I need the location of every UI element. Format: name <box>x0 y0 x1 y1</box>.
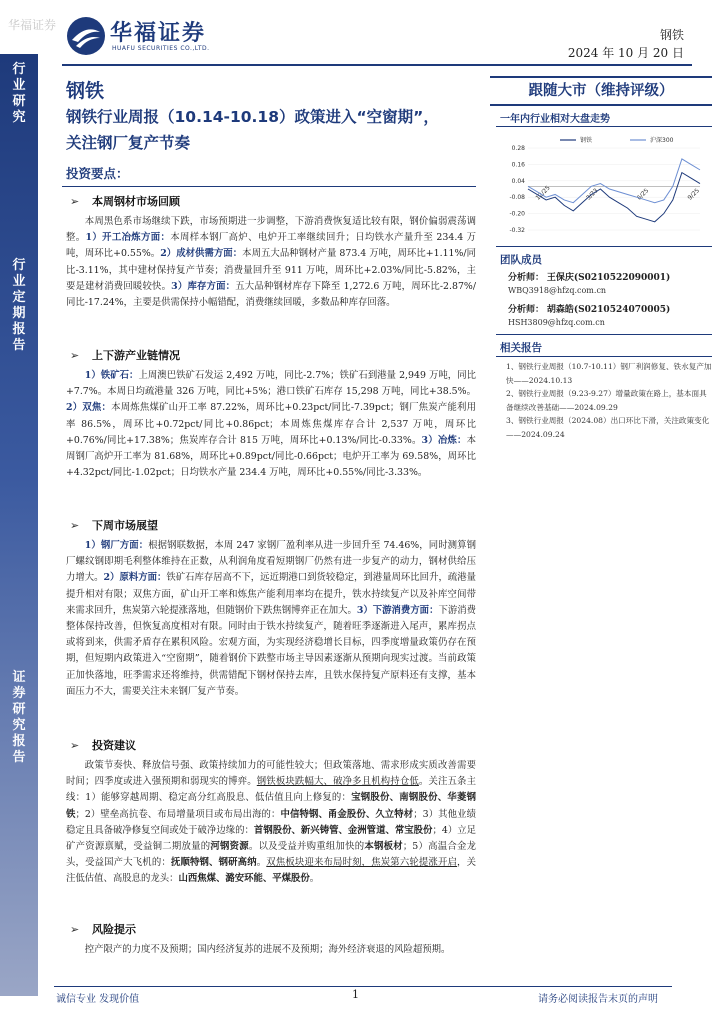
footer-slogan: 诚信专业 发现价值 <box>56 994 140 1005</box>
y-tick-label: -0.32 <box>509 227 525 234</box>
y-tick-label: -0.20 <box>509 210 525 218</box>
analyst-2: 分析师： 胡森皓(S0210524070005) <box>508 305 671 315</box>
section-heading: ➢ 上下游产业链情况 <box>70 349 180 362</box>
key-points-heading: 投资要点： <box>66 166 129 181</box>
footer-disclaimer: 请务必阅读报告末页的声明 <box>538 994 658 1005</box>
section-investment-advice <box>66 738 476 888</box>
watermark: 华福证券 <box>8 18 57 32</box>
related-reports <box>506 360 712 441</box>
header-divider <box>62 64 692 66</box>
legend-label: 沪深300 <box>650 137 674 144</box>
footer-divider <box>54 986 672 987</box>
section-industry-chain <box>66 348 476 481</box>
sidebar <box>0 54 38 996</box>
section-risk <box>66 922 476 958</box>
related-report-item[interactable]: 1、钢铁行业周报（10.7-10.11）钢厂利润修复、铁水复产加快——2024.10.13 <box>506 362 712 385</box>
analyst-2-email[interactable]: HSH3809@hfzq.com.cn <box>508 318 605 327</box>
brand-logo <box>66 14 256 58</box>
header-date: 2024 年 10 月 20 日 <box>567 46 684 60</box>
x-tick-label: 3/23 <box>585 187 600 202</box>
y-tick-label: 0.16 <box>511 161 525 169</box>
arrow-icon: ➢ <box>70 923 80 936</box>
related-report-item[interactable]: 2、钢铁行业周报（9.23-9.27）增量政策在路上，基本面具备继续改善基础——2024.09.29 <box>506 389 707 412</box>
x-tick-label: 9/25 <box>686 187 701 202</box>
report-title-line2: 关注钢厂复产节奏 <box>66 134 191 152</box>
x-tick-label: 6/25 <box>635 187 651 202</box>
section-body: 政策节奏快、释放信号强、政策持续加力的可能性较大；但政策落地、需求形成实质改善需要时间；四季度或进入强预期和弱现实的博弈。钢铁板块跌幅大、破净多且机构持仓低。关注五条主线：1）能够穿越周期、稳定高分红高股息、低估值且向上修复的：宝钢股份、南钢股份、华菱钢铁；2）壁垒高抗卷、布局增量项目或布局出海的：中信特钢、甬金股份、久立特材；3）其他业绩稳定且具备破净修复空间或处于破净边缘的：首钢股份、新兴铸管、金洲管道、常宝股份；4）立足矿产资源禀赋，受益铜二期放量的河钢资源。以及受益并购重组加快的本钢板材；5）高温合金龙头，受益国产大飞机的：抚顺特钢、钢研高纳。双焦板块迎来布局时刻，焦炭第六轮提涨开启，关注低估值、高股息的龙头：山西焦煤、潞安环能、平煤股份。 <box>66 760 476 885</box>
legend-label: 钢铁 <box>580 137 593 144</box>
arrow-icon: ➢ <box>70 349 80 362</box>
brand-name-en: HUAFU SECURITIES CO.,LTD. <box>112 45 210 52</box>
related-divider-2 <box>496 356 712 357</box>
relative-performance-chart <box>500 134 712 238</box>
section-heading: ➢ 风险提示 <box>70 923 136 936</box>
y-tick-label: -0.08 <box>509 194 525 202</box>
sidebar-label-periodic-report: 行业定期报告 <box>12 258 26 353</box>
report-title <box>66 104 474 156</box>
x-tick-label: 12/25 <box>534 184 552 202</box>
chart-title: 一年内行业相对大盘走势 <box>500 114 610 125</box>
section-outlook <box>66 518 476 700</box>
section-heading: ➢ 投资建议 <box>70 739 136 752</box>
page-number: 1 <box>352 988 359 1001</box>
analyst-1-email[interactable]: WBQ3918@hfzq.com.cn <box>508 286 607 295</box>
y-tick-label: 0.04 <box>511 177 525 185</box>
brand-logo-icon <box>66 16 106 56</box>
sidebar-label-securities-report: 证券研究报告 <box>12 670 26 765</box>
related-heading: 相关报告 <box>500 342 542 354</box>
analyst-1: 分析师： 王保庆(S0210522090001) <box>508 273 671 283</box>
section-body: 1）铁矿石：上周澳巴铁矿石发运 2,492 万吨，同比-2.7%；铁矿石到港量 2,949 万吨，同比+7.7%。本周日均疏港量 326 万吨，同比+5%；港口铁矿石库存 15,298 万吨，同比+38.5%。2）双焦：本周炼焦煤矿山开工率 87.22%，周环比+0.23pct/同比-7.39pct；钢厂焦炭产能利用率 86.5%，周环比+0.72pct/同比+0.86pct；本周炼焦煤库存合计 2,537 万吨，周环比+0.76%/同比+17.38%；焦炭库存合计 815 万吨，周环比+0.13%/同比-0.33%。3）冶炼：本周钢厂高炉开工率为 81.68%，周环比+0.89pct/同比-0.66pct；电炉开工率为 69.58%，周环比+4.32pct/同比-1.02pct；日均铁水产量 234.4 万吨，周环比+0.55%/同比-3.33%。 <box>66 370 477 479</box>
chart-divider <box>496 126 712 127</box>
y-tick-label: 0.28 <box>511 145 525 152</box>
report-sector: 钢铁 <box>66 80 105 102</box>
section-body: 本周黑色系市场继续下跌，市场预期进一步调整，下游消费恢复适比较有限，钢价偏弱震荡调整。1）开工冶炼方面：本周样本钢厂高炉、电炉开工率继续回升；日均铁水产量升至 234.4 万吨，周环比+0.55%。2）成材供需方面：本周五大品种钢材产量 873.4 万吨，周环比+1.11%/同比-3.11%，其中建材保持复产节奏；消费量回升至 911 万吨，周环比+2.03%/同比-5.82%，主要是建材消费回暖较快。3）库存方面：五大品种钢材库存下降至 1,272.6 万吨，周环比-2.87%/同比-17.24%，主要是供需保持小幅错配，消费继续回暖，多数品种库存回落。 <box>66 216 476 309</box>
section-body: 控产限产的力度不及预期；国内经济复苏的进展不及预期；海外经济衰退的风险超预期。 <box>84 944 451 955</box>
arrow-icon: ➢ <box>70 519 80 532</box>
industry-rating: 跟随大市（维持评级） <box>490 76 712 106</box>
arrow-icon: ➢ <box>70 739 80 752</box>
section-body: 1）钢厂方面：根据钢联数据，本周 247 家钢厂盈利率从进一步回升至 74.46%，同时测算钢厂螺纹钢即期毛利整体维持在正数，从利润角度看短期钢厂仍然有进一步复产的动力，钢材供给压力增大。2）原料方面：铁矿石库存居高不下，远近期港口到货较稳定，到港量周环比回升，疏港量提升相对有限；双焦方面，矿山开工率和炼焦产能利用率均在提升，铁水持续复产以及补库空间带来需求回升，焦炭第六轮提涨落地，但随钢价下跌焦钢博弈正在加大。3）下游消费方面：下游消费整体保持改善，但恢复高度相对有限。同时由于铁水持续复产，随着旺季逐渐进入尾声，累库拐点或将到来，供需矛盾存在累积风险。宏观方面，为实现经济稳增长目标，四季度增量政策仍存在预期，但短期内政策进入“空窗期”，随着钢价下跌整市场主导因素逐渐从预期向现实过渡。当前政策正加快落地，旺季需求还将维持，供需错配下钢材保持去库，且铁水保持复产原料还有支撑，基本面压力不大，需要关注未来钢厂复产节奏。 <box>66 540 476 697</box>
section-heading: ➢ 下周市场展望 <box>70 519 158 532</box>
report-title-line1: 钢铁行业周报（10.14-10.18）政策进入“空窗期”， <box>66 108 439 126</box>
section-market-review <box>66 194 476 311</box>
related-report-item[interactable]: 3、钢铁行业周报（2024.08）出口环比下滑，关注政策变化——2024.09.24 <box>506 416 710 439</box>
key-points-divider <box>62 186 476 187</box>
team-heading: 团队成员 <box>500 254 542 266</box>
brand-name: 华福证券 <box>110 21 207 46</box>
header-category: 钢铁 <box>659 28 684 42</box>
section-heading: ➢ 本周钢材市场回顾 <box>70 195 180 208</box>
sidebar-label-industry-research: 行业研究 <box>12 62 26 125</box>
team-divider <box>496 246 712 247</box>
related-divider <box>496 334 712 335</box>
arrow-icon: ➢ <box>70 195 80 208</box>
